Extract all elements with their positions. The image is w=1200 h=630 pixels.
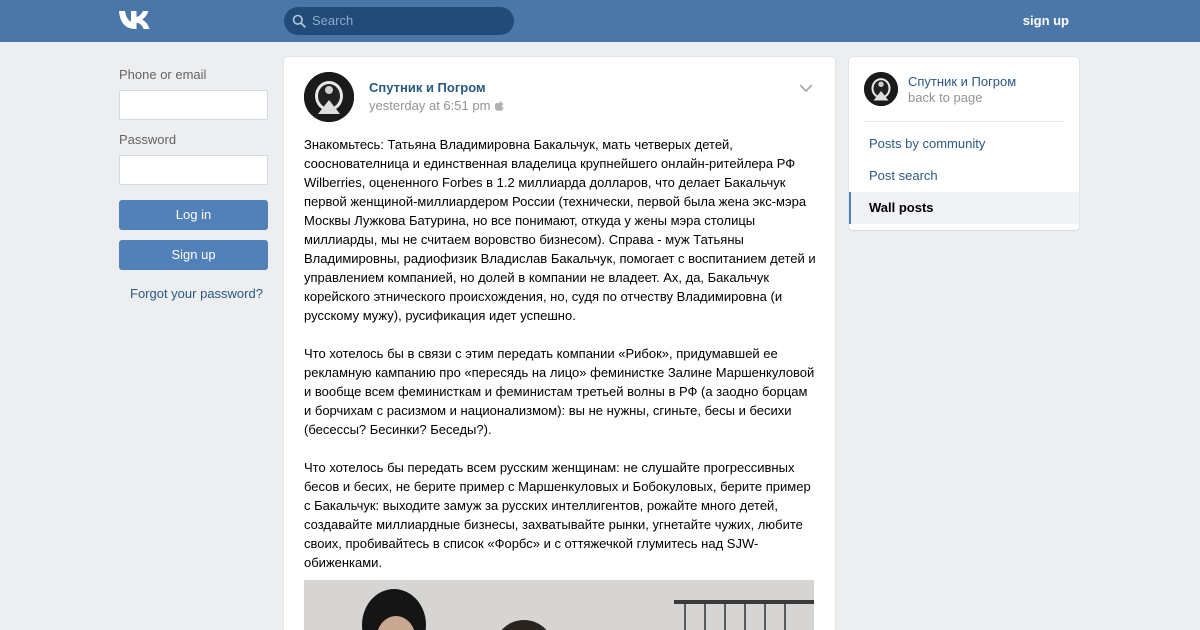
forgot-password-link[interactable]: Forgot your password?: [130, 286, 263, 301]
community-avatar[interactable]: [864, 72, 898, 106]
vk-logo-icon[interactable]: [118, 9, 152, 31]
wall-post: [284, 57, 835, 630]
community-sidebar: [849, 57, 1079, 230]
post-author-link[interactable]: Спутник и Погром: [369, 80, 486, 95]
author-avatar[interactable]: [304, 72, 354, 122]
chevron-down-icon[interactable]: [799, 84, 813, 93]
search-placeholder: Search: [312, 13, 354, 28]
phone-email-field[interactable]: [119, 90, 268, 120]
sidebar-divider: [864, 121, 1064, 122]
password-label: Password: [119, 132, 177, 147]
phone-label: Phone or email: [119, 67, 207, 82]
post-date-text: yesterday at 6:51 pm: [369, 98, 491, 113]
post-date[interactable]: [369, 98, 504, 113]
back-to-page-link[interactable]: back to page: [908, 90, 983, 105]
top-bar: [0, 0, 1200, 42]
sidebar-item-posts-by-community[interactable]: Posts by community: [869, 136, 986, 151]
search-input[interactable]: [284, 7, 514, 35]
sidebar-item-post-search[interactable]: Post search: [869, 168, 938, 183]
login-button[interactable]: Log in: [119, 200, 268, 230]
apple-icon: [495, 101, 504, 111]
post-text: Знакомьтесь: Татьяна Владимировна Бакальчук, мать четверых детей, сооснователница и единственная владелица крупнейшего онлайн-ритейлера РФ Wilberries, оцененного Forbes в 1.2 миллиарда долларов, что делает Бакальчук первой женщиной-миллиардером России (технически, первой была жена экс-мэра Москвы Лужкова Батурина, но все понимают, откуда у жены мэра столицы миллиарды, мы не считаем воровство бизнесом). Справа - муж Татьяны Владимировны, радиофизик Владислав Бакальчук, помогает с воспитанием детей и управлением компанией, но долей в компании не владеет. Ах, да, Бакальчук корейского этнического происхождения, но, судя по отчеству Владимировна (и русскому мужу), русификация идет успешно. Что хотелось бы в связи с этим передать компании «Рибок», придумавшей ее рекламную кампанию про «пересядь на лицо» феминистке Залине Маршенкуловой и вообще всем феминисткам и феминистам третьей волны в РФ (а заодно борцам и борчихам с расизмом и национализмом): вы не нужны, сгиньте, бесы и бесихи (бесессы? Бесинки? Беседы?). Что хотелось бы передать всем русским женщинам: не слушайте прогрессивных бесов и бесих, не берите пример с Маршенкуловых и Бобокуловых, берите пример с Бакальчук: выходите замуж за русских интеллигентов, рожайте много детей, создавайте миллиардные бизнесы, захватывайте рынки, угнетайте чужих, любите своих, пробивайтесь в список «Форбс» и с оттяжечкой глумитесь над SJW-обиженками.: [304, 137, 816, 570]
password-field[interactable]: [119, 155, 268, 185]
post-photo[interactable]: [304, 580, 814, 630]
sign-up-link[interactable]: sign up: [1022, 13, 1069, 28]
search-icon: [292, 14, 306, 28]
community-name-link[interactable]: Спутник и Погром: [908, 74, 1017, 89]
sidebar-item-wall-posts[interactable]: Wall posts: [849, 192, 1079, 224]
signup-button[interactable]: Sign up: [119, 240, 268, 270]
